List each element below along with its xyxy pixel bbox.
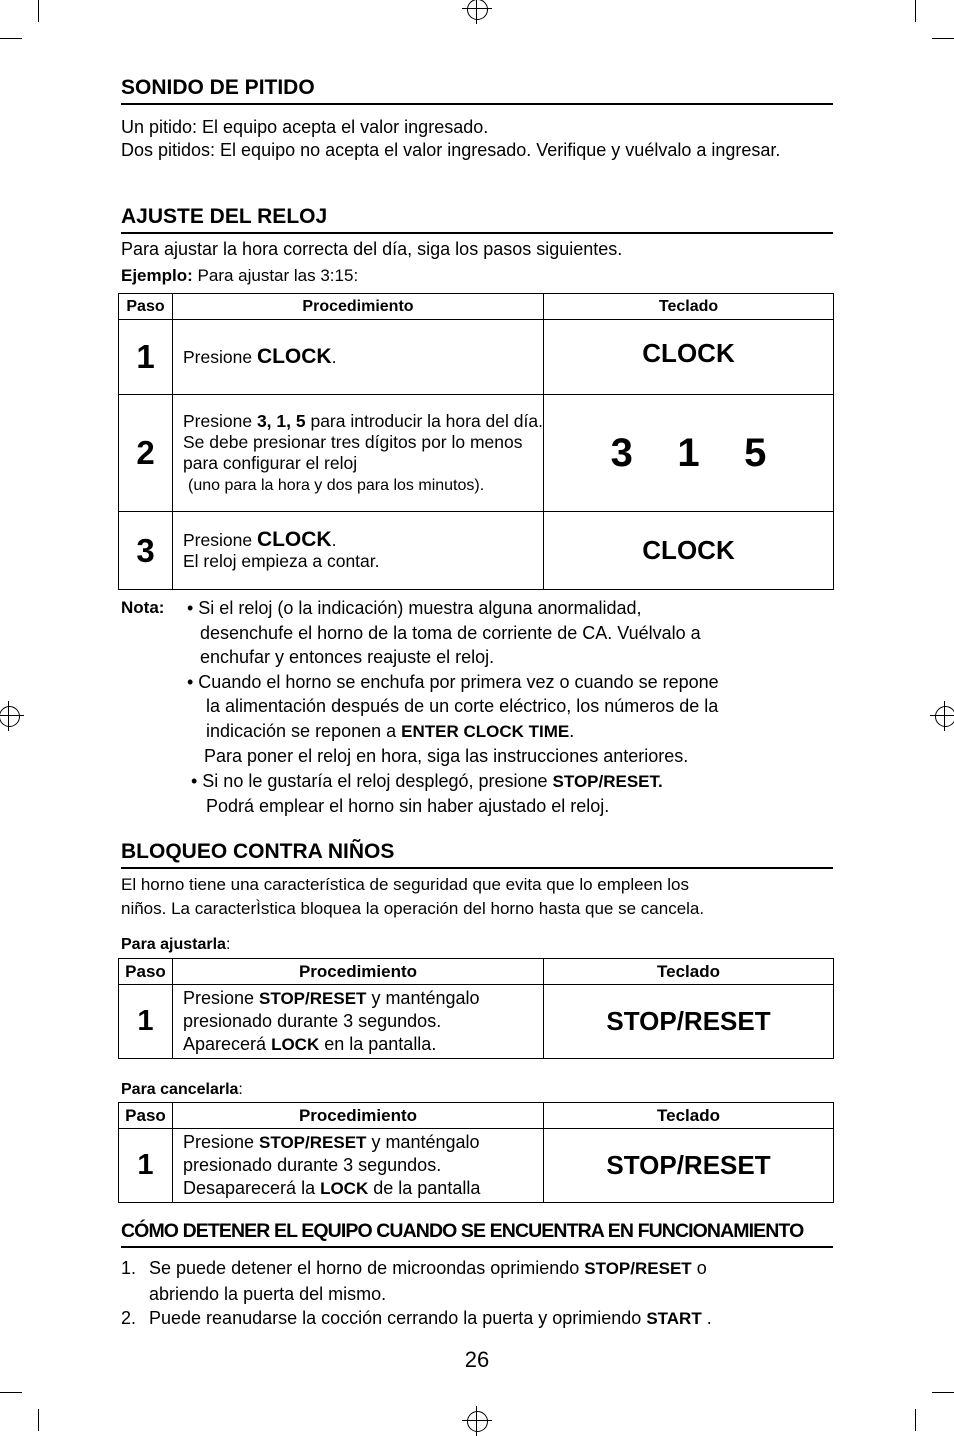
- header-paso: Paso: [119, 1103, 173, 1129]
- crop-mark: [0, 1392, 22, 1393]
- sonido-line-1: Un pitido: El equipo acepta el valor ingresado.: [121, 117, 489, 137]
- note-line: • Si el reloj (o la indicación) muestra alguna anormalidad,: [187, 598, 642, 618]
- header-procedimiento: Procedimiento: [173, 959, 544, 985]
- proc-text: .: [331, 530, 337, 550]
- step-number: 3: [119, 512, 173, 590]
- crop-mark: [38, 1409, 39, 1431]
- proc-key: 3, 1, 5: [256, 410, 306, 431]
- step-number: 1: [119, 1129, 173, 1203]
- registration-mark: [0, 701, 24, 731]
- note-line: enchufar y entonces reajuste el reloj.: [200, 647, 495, 667]
- step-procedure: Presione STOP/RESET y manténgalo presionado durante 3 segundos. Aparecerá LOCK en la pantalla.: [173, 985, 544, 1059]
- list-item: 2. Puede reanudarse la cocción cerrando la puerta y oprimiendo START .: [121, 1308, 712, 1328]
- bloqueo-text: [121, 873, 833, 921]
- note-line: • Cuando el horno se enchufa por primera vez o cuando se repone: [187, 671, 719, 692]
- registration-mark: [462, 0, 492, 24]
- list-item-cont: abriendo la puerta del mismo.: [149, 1283, 387, 1304]
- crop-mark: [932, 38, 954, 39]
- proc-text: para introducir la hora del día. Se debe presionar tres dígitos por lo menos para configurar el reloj: [183, 410, 543, 473]
- registration-mark: [462, 1406, 492, 1436]
- sonido-line-2: Dos pitidos: El equipo no acepta el valor ingresado. Verifique y vuélvalo a ingresar.: [121, 140, 781, 160]
- key-clock: CLOCK: [544, 512, 834, 590]
- proc-text: El reloj empieza a contar.: [183, 551, 380, 571]
- step-procedure: Presione STOP/RESET y manténgalo presionado durante 3 segundos. Desaparecerá la LOCK de la pantalla: [173, 1129, 544, 1203]
- step-number: 1: [119, 320, 173, 395]
- example-text: Para ajustar las 3:15:: [192, 266, 359, 285]
- crop-mark: [932, 1392, 954, 1393]
- proc-key: CLOCK: [256, 528, 332, 551]
- header-paso: Paso: [119, 959, 173, 985]
- crop-mark: [0, 38, 22, 39]
- example-label: Ejemplo:: [121, 266, 193, 285]
- detener-list: [121, 1256, 833, 1332]
- step-procedure: [173, 320, 544, 395]
- clock-steps-table: [118, 293, 834, 590]
- note-line: desenchufe el horno de la toma de corriente de CA. Vuélvalo a: [200, 622, 701, 643]
- step-number: 1: [119, 985, 173, 1059]
- proc-text: Presione: [183, 410, 257, 431]
- note-line: Para poner el reloj en hora, siga las instrucciones anteriores.: [204, 746, 689, 766]
- note-line: Podrá emplear el horno sin haber ajustado el reloj.: [206, 796, 610, 816]
- note-label: Nota:: [121, 598, 165, 617]
- cancel-label: Para cancelarla:: [121, 1081, 243, 1098]
- proc-key: CLOCK: [256, 345, 332, 368]
- header-teclado: Teclado: [544, 959, 834, 985]
- bloqueo-line-1: El horno tiene una característica de seguridad que evita que lo empleen los: [121, 875, 689, 894]
- header-teclado: Teclado: [544, 1103, 834, 1129]
- list-item: 1. Se puede detener el horno de microondas oprimiendo STOP/RESET o: [121, 1258, 707, 1278]
- section-title-reloj: AJUSTE DEL RELOJ: [121, 205, 833, 234]
- key-digits: 3 1 5: [544, 395, 834, 512]
- step-number: 2: [119, 395, 173, 512]
- proc-note: (uno para la hora y dos para los minutos).: [188, 476, 485, 494]
- lock-set-table: [118, 958, 834, 1059]
- crop-mark: [38, 0, 39, 22]
- key-stop-reset: STOP/RESET: [544, 985, 834, 1059]
- note-body: [187, 596, 837, 819]
- note-line: indicación se reponen a ENTER CLOCK TIME.: [206, 720, 575, 741]
- proc-text: Presione: [183, 347, 257, 367]
- key-stop-reset: STOP/RESET: [544, 1129, 834, 1203]
- header-paso: Paso: [119, 294, 173, 320]
- crop-mark: [915, 0, 916, 22]
- set-label: Para ajustarla:: [121, 936, 231, 953]
- reloj-intro: Para ajustar la hora correcta del día, siga los pasos siguientes.: [121, 239, 623, 259]
- step-procedure: [173, 395, 544, 512]
- header-teclado: Teclado: [544, 294, 834, 320]
- lock-cancel-table: [118, 1102, 834, 1203]
- proc-text: .: [331, 347, 337, 367]
- key-clock: CLOCK: [544, 320, 834, 395]
- bloqueo-line-2: niños. La caracterÌstica bloquea la operación del horno hasta que se cancela.: [121, 899, 705, 918]
- step-procedure: [173, 512, 544, 590]
- header-procedimiento: Procedimiento: [173, 1103, 544, 1129]
- section-title-bloqueo: BLOQUEO CONTRA NIÑOS: [121, 840, 833, 869]
- note-line: • Si no le gustaría el reloj desplegó, presione STOP/RESET.: [191, 770, 663, 791]
- reloj-example: [121, 264, 833, 287]
- section-title-sonido: SONIDO DE PITIDO: [121, 76, 833, 105]
- note-line: la alimentación después de un corte eléctrico, los números de la: [206, 696, 719, 716]
- sonido-text: [121, 116, 833, 162]
- registration-mark: [930, 701, 954, 731]
- header-procedimiento: Procedimiento: [173, 294, 544, 320]
- page-number: 26: [464, 1347, 490, 1372]
- proc-text: Presione: [183, 530, 257, 550]
- section-title-detener: CÓMO DETENER EL EQUIPO CUANDO SE ENCUENTRA EN FUNCIONAMIENTO: [121, 1220, 833, 1248]
- crop-mark: [915, 1409, 916, 1431]
